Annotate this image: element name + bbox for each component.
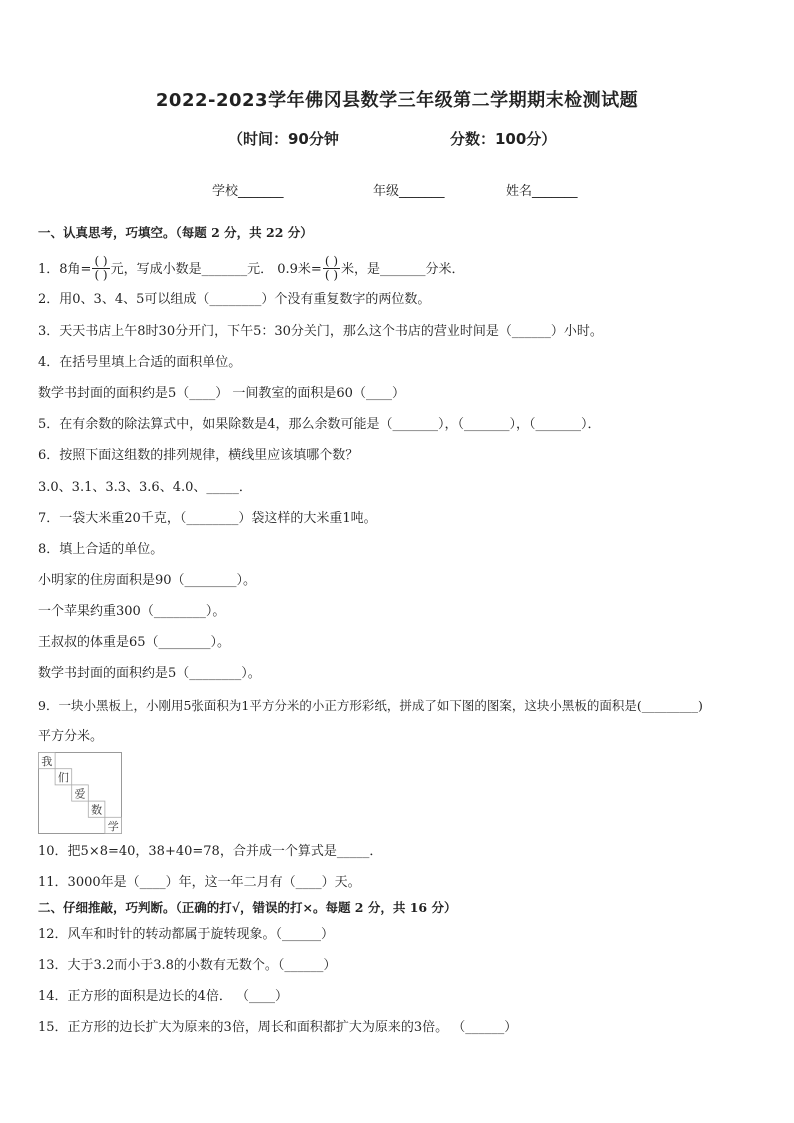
question-8-b: 一个苹果约重300（________）。 [38, 604, 226, 619]
question-2: 2．用0、3、4、5可以组成（________）个没有重复数字的两位数。 [38, 292, 431, 307]
question-9: 9．一块小黑板上，小刚用5张面积为1平方分米的小正方形彩纸，拼成了如下图的图案，这块小黑板的面积是(_________) [38, 698, 703, 713]
q1-part-b: 元，写成小数是_______元． 0.9米= [110, 262, 322, 277]
name-field: 姓名_______ [506, 184, 578, 199]
question-8-c: 王叔叔的体重是65（________）。 [38, 635, 231, 650]
tile-char: 数 [91, 803, 103, 817]
question-12: 12．风车和时针的转动都属于旋转现象。（______） [38, 927, 335, 942]
question-14: 14．正方形的面积是边长的4倍． （____） [38, 989, 288, 1004]
question-1 [38, 256, 465, 283]
fraction-numerator: ( ) [94, 254, 108, 268]
question-13: 13．大于3.2而小于3.8的小数有无数个。（______） [38, 958, 337, 973]
question-15: 15．正方形的边长扩大为原来的3倍，周长和面积都扩大为原来的3倍。 （______） [38, 1020, 518, 1035]
q1-fraction-2 [323, 255, 340, 282]
question-8: 8．填上合适的单位。 [38, 542, 164, 557]
tile-char: 学 [107, 819, 119, 833]
fraction-denominator: ( ) [324, 268, 339, 282]
question-8-a: 小明家的住房面积是90（________）。 [38, 573, 257, 588]
question-5: 5．在有余数的除法算式中，如果除数是4，那么余数可能是（_______），（_______），（_______）． [38, 417, 601, 432]
question-7: 7．一袋大米重20千克，（________）袋这样的大米重1吨。 [38, 511, 377, 526]
question-11: 11．3000年是（____）年，这一年二月有（____）天。 [38, 875, 361, 890]
q1-part-a: 1．8角= [38, 262, 92, 277]
question-9-cont: 平方分米。 [38, 729, 104, 744]
question-6: 6．按照下面这组数的排列规律，横线里应该填哪个数？ [38, 448, 359, 463]
school-field: 学校_______ [212, 184, 284, 199]
tile-char: 爱 [74, 787, 86, 801]
fraction-numerator: ( ) [324, 254, 339, 268]
question-6-sub: 3.0、3.1、3.3、3.6、4.0、_____． [38, 480, 252, 495]
page-title: 2022-2023学年佛冈县数学三年级第二学期期末检测试题 [155, 90, 639, 111]
grade-field: 年级_______ [373, 184, 445, 199]
question-3: 3．天天书店上午8时30分开门，下午5：30分关门，那么这个书店的营业时间是（______）小时。 [38, 324, 603, 339]
q1-part-c: 米，是_______分米． [341, 262, 465, 277]
section-2-heading: 二、仔细推敲，巧判断。（正确的打√，错误的打×。每题 2 分，共 16 分） [38, 900, 457, 915]
tile-char: 们 [57, 771, 69, 785]
question-8-d: 数学书封面的面积约是5（________）。 [38, 666, 261, 681]
q1-fraction-1 [92, 255, 109, 282]
section-1-heading: 一、认真思考，巧填空。（每题 2 分，共 22 分） [38, 225, 313, 240]
tile-char: 我 [41, 755, 53, 768]
question-4: 4．在括号里填上合适的面积单位。 [38, 355, 242, 370]
q9-tile-figure [38, 752, 122, 834]
score-label: 分数：100分） [450, 130, 557, 148]
time-label: （时间：90分钟 [228, 130, 339, 148]
question-10: 10．把5×8=40，38+40=78，合并成一个算式是_____． [38, 844, 383, 859]
question-4-sub: 数学书封面的面积约是5（____） 一间教室的面积是60（____） [38, 386, 405, 401]
fraction-denominator: ( ) [94, 268, 108, 282]
